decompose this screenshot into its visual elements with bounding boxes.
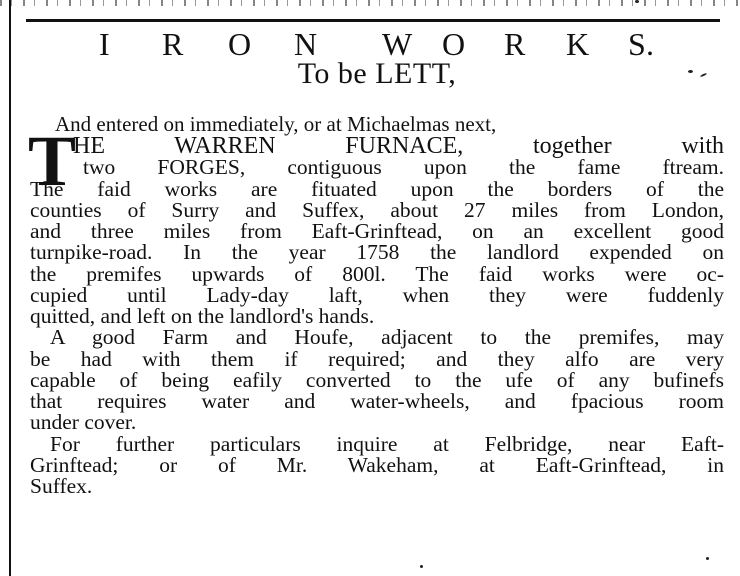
body-line: cupied until Lady-day laft, when they were fuddenly — [30, 282, 724, 307]
body-line: that requires water and water-wheels, and fpacious room — [30, 389, 724, 413]
title-letter: N — [294, 26, 318, 62]
torn-top-edge — [0, 0, 740, 6]
body-line: capable of being eafily converted to the ufe of any bufinefs — [30, 367, 724, 392]
availability-line: And entered on immediately, or at Michaelmas next, — [55, 112, 497, 136]
title-letter: O — [228, 26, 252, 62]
print-speck — [635, 0, 639, 3]
body-line: be had with them if required; and they alfo are very — [30, 346, 724, 371]
title-letter: S — [628, 26, 646, 62]
body-line: The faid works are fituated upon the borders of the — [30, 176, 724, 201]
title-letter: R — [504, 26, 526, 62]
body-line: HE WARREN FURNACE, together with — [73, 133, 724, 159]
title-letter: . — [646, 26, 654, 62]
body-line: For further particulars inquire at Felbridge, near Eaft- — [50, 431, 724, 456]
body-line: and three miles from Eaft-Grinftead, on an excellent good — [30, 219, 724, 243]
drop-cap: T — [28, 121, 77, 201]
title-letter: I — [99, 26, 110, 62]
section-divider-rule — [26, 19, 720, 22]
body-line: counties of Surry and Suffex, about 27 miles from London, — [30, 197, 724, 222]
title-letter: O — [442, 26, 466, 62]
title-letter: K — [566, 26, 590, 62]
title-letter: W — [382, 26, 413, 62]
body-line: A good Farm and Houfe, adjacent to the premifes, may — [50, 325, 724, 350]
body-line: two FORGES, contiguous upon the fame ftream. — [83, 155, 724, 180]
body-line: the premifes upwards of 800l. The faid works were oc- — [30, 261, 724, 286]
print-speck — [688, 70, 693, 73]
body-line: turnpike-road. In the year 1758 the landlord expended on — [30, 240, 724, 265]
column-border-left — [9, 0, 11, 576]
advert-subtitle: To be LETT, — [297, 57, 457, 90]
body-line: Grinftead; or of Mr. Wakeham, at Eaft-Grinftead, in — [30, 452, 724, 477]
body-line: quitted, and left on the landlord's hands. — [30, 304, 375, 328]
title-letter: R — [162, 26, 184, 62]
body-line: under cover. — [30, 410, 137, 435]
print-speck — [706, 557, 709, 560]
body-line: Suffex. — [30, 474, 93, 498]
print-speck — [420, 565, 423, 568]
